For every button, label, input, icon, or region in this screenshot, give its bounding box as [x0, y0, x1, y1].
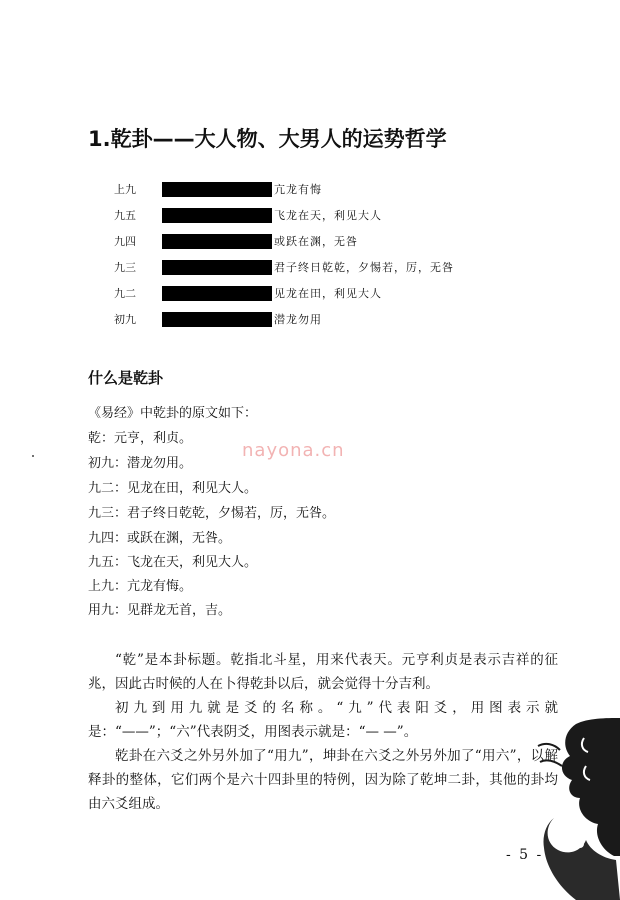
body-paragraph: “乾”是本卦标题。乾指北斗星，用来代表天。元亨利贞是表示吉祥的征兆，因此古时候的人在卜得乾卦以后，就会觉得十分吉利。: [88, 652, 558, 692]
body-paragraph: 乾卦在六爻之外另外加了“用九”，坤卦在六爻之外另外加了“用六”，以解释卦的整体，它们两个是六十四卦里的特例，因为除了乾坤二卦，其他的卦均由六爻组成。: [88, 748, 558, 812]
line-text: 见龙在田，利见大人: [274, 287, 382, 300]
line-position: 九四: [114, 235, 136, 248]
line-text: 潜龙勿用: [274, 313, 322, 326]
section-title: 什么是乾卦: [88, 369, 164, 387]
line-text: 或跃在渊，无咎: [274, 235, 358, 248]
dragon-ornament-icon: [536, 718, 620, 900]
text-line: 用九：见群龙无首，吉。: [88, 603, 232, 618]
line-text: 飞龙在天，利见大人: [274, 209, 382, 222]
text-line: 乾：元亨，利贞。: [88, 431, 193, 446]
line-text: 君子终日乾乾，夕惕若，厉，无咎: [274, 261, 454, 274]
line-position: 上九: [114, 183, 136, 196]
line-position: 九三: [114, 261, 136, 274]
yang-line-bar: [162, 182, 272, 197]
watermark: nayona.cn: [242, 440, 345, 461]
chapter-title: 1.乾卦——大人物、大男人的运势哲学: [88, 127, 447, 151]
body-paragraph: 初九到用九就是爻的名称。“九”代表阳爻，用图表示就是：“——”；“六”代表阴爻，用图表示就是：“— —”。: [88, 700, 558, 740]
text-line: 九五：飞龙在天，利见大人。: [88, 555, 258, 570]
text-line: 上九：亢龙有悔。: [88, 579, 193, 594]
yang-line-bar: [162, 286, 272, 301]
yang-line-bar: [162, 260, 272, 275]
yang-line-bar: [162, 208, 272, 223]
text-line: 《易经》中乾卦的原文如下：: [88, 406, 258, 421]
text-line: 九二：见龙在田，利见大人。: [88, 481, 258, 496]
page-number: - 5 -: [506, 847, 544, 863]
text-line: 九三：君子终日乾乾，夕惕若，厉，无咎。: [88, 506, 336, 521]
scan-speck: [32, 455, 34, 457]
text-line: 初九：潜龙勿用。: [88, 456, 193, 471]
line-text: 亢龙有悔: [274, 183, 322, 196]
yang-line-bar: [162, 234, 272, 249]
text-line: 九四：或跃在渊，无咎。: [88, 531, 232, 546]
line-position: 九五: [114, 209, 136, 222]
yang-line-bar: [162, 312, 272, 327]
line-position: 初九: [114, 313, 136, 326]
line-position: 九二: [114, 287, 136, 300]
